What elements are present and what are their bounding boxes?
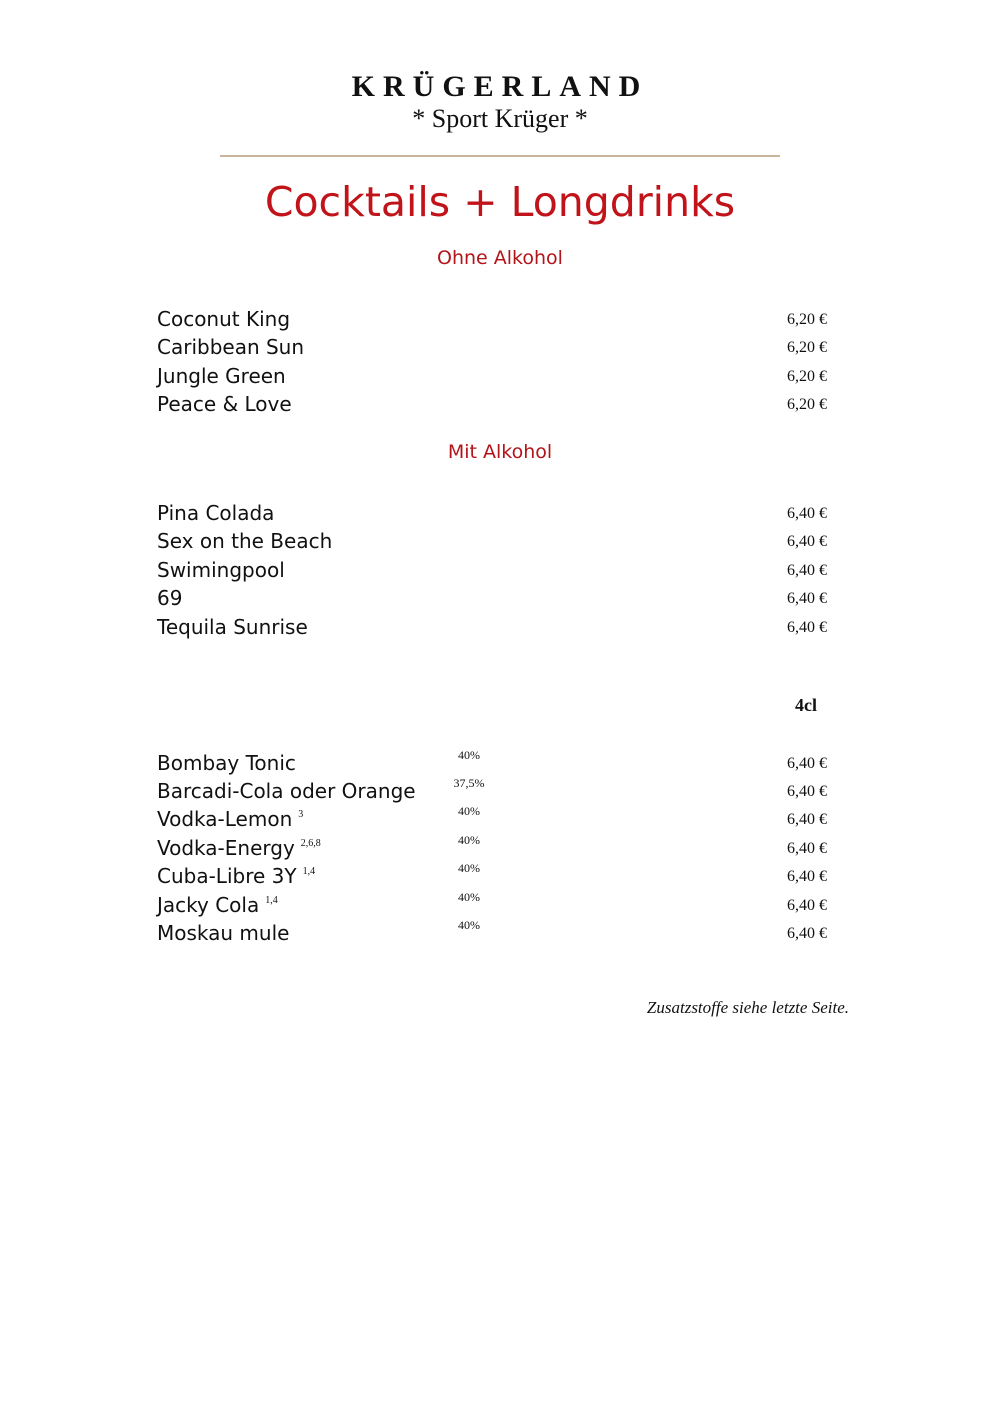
menu-item [157,833,837,864]
item-abv: 40% [458,833,480,847]
additives-note: 3 [298,809,304,820]
item-name: Coconut King [157,307,291,331]
item-name-text: Vodka-Lemon [157,807,293,831]
item-abv: 37,5% [453,776,485,790]
item-price: 6,40 € [787,562,827,579]
menu-item [157,918,837,949]
item-name: Tequila Sunrise [157,615,308,639]
item-price: 6,20 € [787,396,827,413]
item-abv: 40% [458,918,480,932]
item-price: 6,40 € [787,811,827,828]
item-name-text: Barcadi-Cola oder Orange [157,779,416,803]
item-price: 6,40 € [787,868,827,885]
page-title: Cocktails + Longdrinks [264,178,736,226]
brand-name: KRÜGERLAND [351,70,649,103]
item-price: 6,40 € [787,925,827,942]
item-name: Swimingpool [157,558,285,582]
item-name [157,807,303,831]
menu-item [157,558,837,586]
item-name-text: Vodka-Energy [157,836,295,860]
item-name: Caribbean Sun [157,335,305,359]
item-name-text: Moskau mule [157,921,290,945]
section-heading-ohne-alkohol: Ohne Alkohol [437,247,563,269]
menu-item [157,307,837,335]
item-name [157,921,295,945]
item-price: 6,20 € [787,311,827,328]
item-price: 6,20 € [787,368,827,385]
item-price: 6,40 € [787,533,827,550]
item-price: 6,40 € [787,590,827,607]
menu-item [157,501,837,529]
item-name-text: Bombay Tonic [157,751,296,775]
item-name [157,751,302,775]
item-abv: 40% [458,804,480,818]
item-abv: 40% [458,890,480,904]
item-name [157,864,315,888]
item-price: 6,40 € [787,755,827,772]
menu-item [157,529,837,557]
item-name: Sex on the Beach [157,529,333,553]
brand-subtitle: * Sport Krüger * [412,104,588,133]
item-price: 6,20 € [787,339,827,356]
additives-note: 2,6,8 [300,838,321,849]
serving-size-label: 4cl [795,695,817,715]
item-name: Jungle Green [157,364,286,388]
item-price: 6,40 € [787,505,827,522]
item-abv: 40% [458,748,480,762]
additives-footnote: Zusatzstoffe siehe letzte Seite. [646,998,849,1017]
menu-item [157,748,837,779]
menu-item [157,335,837,363]
item-name-text: Jacky Cola [157,893,260,917]
additives-note: 1,4 [302,866,316,877]
item-name-text: Cuba-Libre 3Y [157,864,297,888]
menu-item [157,586,837,614]
menu-item [157,861,837,892]
menu-item [157,615,837,643]
item-price: 6,40 € [787,619,827,636]
menu-item [157,776,837,807]
item-price: 6,40 € [787,783,827,800]
section-heading-mit-alkohol: Mit Alkohol [447,441,553,463]
item-price: 6,40 € [787,840,827,857]
item-name: Pina Colada [157,501,275,525]
header-divider [220,155,780,157]
item-name: Peace & Love [157,392,292,416]
item-abv: 40% [458,861,480,875]
item-name [157,836,321,860]
menu-item [157,364,837,392]
menu-item [157,804,837,835]
item-name: 69 [157,586,183,610]
menu-item [157,392,837,420]
item-price: 6,40 € [787,897,827,914]
additives-note: 1,4 [265,895,278,906]
item-name [157,779,422,803]
item-name [157,893,278,917]
menu-item [157,890,837,921]
